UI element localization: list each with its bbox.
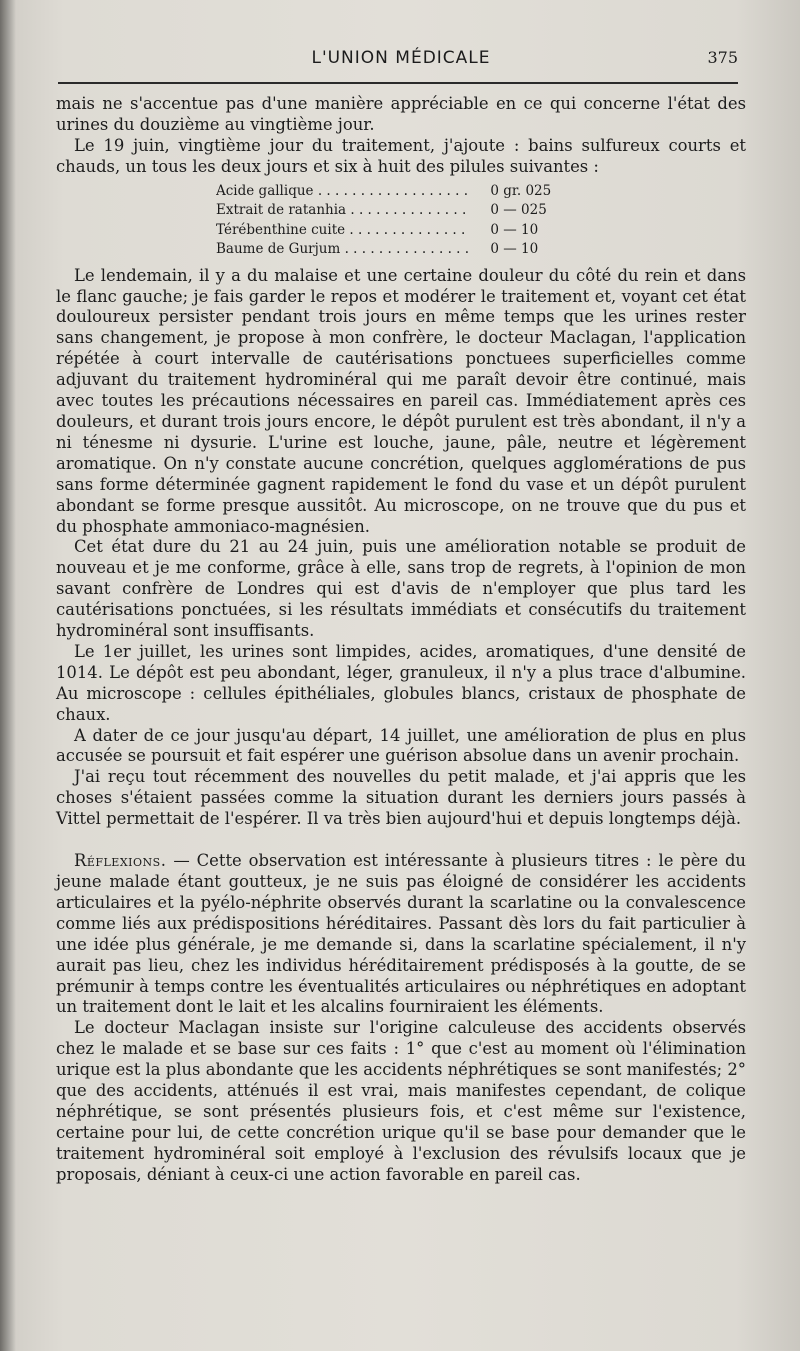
ingredient-name: Acide gallique . . .	[216, 182, 468, 202]
article-body	[56, 94, 746, 1186]
ingredient-dose: 0 — 025	[490, 202, 547, 219]
prescription-item	[216, 201, 636, 221]
paragraph: A dater de ce jour jusqu'au départ, 14 juillet, une amélioration de plus en plus accusée se poursuit et fait espérer une guérison absolue dans un avenir prochain.	[56, 725, 746, 766]
ingredient-name: Térébenthine cuite . . .	[216, 221, 468, 241]
page-binding-shadow	[0, 0, 16, 1351]
reflexions-text: — Cette observation est intéressante à plusieurs titres : le père du jeune malade étant goutteux, je ne suis pas éloigné de considérer les accidents articulaires et la pyélo-néphrite observés durant la scarlatine ou la convalescence comme liés aux prédispositions héréditaires. Passant dès lors du fait particulier à une idée plus générale, je me demande si, dans la scarlatine spécialement, il n'y aurait pas lieu, chez les individus héréditairement prédisposés à la goutte, de se prémunir à temps contre les éventualités articulaires ou néphrétiques en adoptant un traitement dont le lait et les alcalins fourniraient les éléments.	[56, 851, 746, 1017]
prescription-item	[216, 182, 636, 202]
paragraph: J'ai reçu tout récemment des nouvelles du petit malade, et j'ai appris que les choses s'étaient passées comme la situation durant les derniers jours passés à Vittel permettait de l'espérer. Il va très bien aujourd'hui et depuis longtemps déjà.	[56, 767, 746, 829]
page-number: 375	[707, 48, 738, 67]
paragraph: Le lendemain, il y a du malaise et une certaine douleur du côté du rein et dans le flanc gauche; je fais garder le repos et modérer le traitement et, voyant cet état douloureux persister pendant trois jours en même temps que les urines rester sans changement, je propose à mon confrère, le docteur Maclagan, l'application répétée à court intervalle de cautérisations ponctuees superficielles comme adjuvant du traitement hydrominéral qui me paraît devoir être continué, mais avec toutes les précautions nécessaires en pareil cas. Immédiatement après ces douleurs, et durant trois jours encore, le dépôt purulent est très abondant, il n'y a ni ténesme ni dysurie. L'urine est louche, jaune, pâle, neutre et légèrement aromatique. On n'y constate aucune concrétion, quelques agglomérations de pus sans forme déterminée gagnent rapidement le fond du vase et un dépôt purulent abondant se forme presque aussitôt. Au microscope, on ne trouve que du pus et du phosphate ammoniaco-magnésien.	[56, 265, 746, 536]
prescription-item	[216, 221, 636, 241]
ingredient-dose: 0 — 10	[490, 221, 539, 238]
ingredient-dose: 0 — 10	[490, 241, 539, 258]
paragraph: mais ne s'accentue pas d'une manière appréciable en ce qui concerne l'état des urines du douzième au vingtième jour.	[56, 94, 746, 134]
ingredient-dose: 0 gr. 025	[490, 182, 552, 199]
ingredient-name: Baume de Gurjum . . .	[216, 240, 468, 260]
section-gap	[56, 830, 746, 851]
ingredient-name: Extrait de ratanhia . . .	[216, 201, 468, 221]
paragraph: Le 19 juin, vingtième jour du traitement, j'ajoute : bains sulfureux courts et chauds, un tous les deux jours et six à huit des pilules suivantes :	[56, 135, 746, 176]
header-rule	[58, 82, 738, 84]
paragraph: Cet état dure du 21 au 24 juin, puis une amélioration notable se produit de nouveau et je me conforme, grâce à elle, sans trop de regrets, à l'opinion de mon savant confrère de Londres qui est d'avis de n'employer que plus tard les cautérisations ponctuées, si les résultats immédiats et consécutifs du traitement hydrominéral sont insuffisants.	[56, 537, 746, 641]
reflexions-label: Réflexions.	[74, 851, 167, 871]
prescription-list	[216, 182, 636, 260]
prescription-item	[216, 240, 636, 260]
paragraph: Le 1er juillet, les urines sont limpides, acides, aromatiques, d'une densité de 1014. Le dépôt est peu abondant, léger, granuleux, il n'y a plus trace d'albumine. Au microscope : cellules épithéliales, globules blancs, cristaux de phosphate de chaux.	[56, 641, 746, 724]
running-title: L'UNION MÉDICALE	[311, 48, 491, 68]
reflexions-paragraph	[56, 851, 746, 1018]
page-header	[56, 48, 746, 74]
paragraph: Le docteur Maclagan insiste sur l'origine calculeuse des accidents observés chez le malade et se base sur ces faits : 1° que c'est au moment où l'élimination urique est la plus abondante que les accidents néphrétiques se sont manifestés; 2° que des accidents, atténués il est vrai, mais manifestes cependant, de colique néphrétique, se sont présentés plusieurs fois, et c'est même sur l'existence, certaine pour lui, de cette concrétion urique qu'il se base pour demander que le traitement hydrominéral soit employé à l'exclusion des révulsifs locaux que je proposais, déniant à ceux-ci une action favorable en pareil cas.	[56, 1018, 746, 1184]
